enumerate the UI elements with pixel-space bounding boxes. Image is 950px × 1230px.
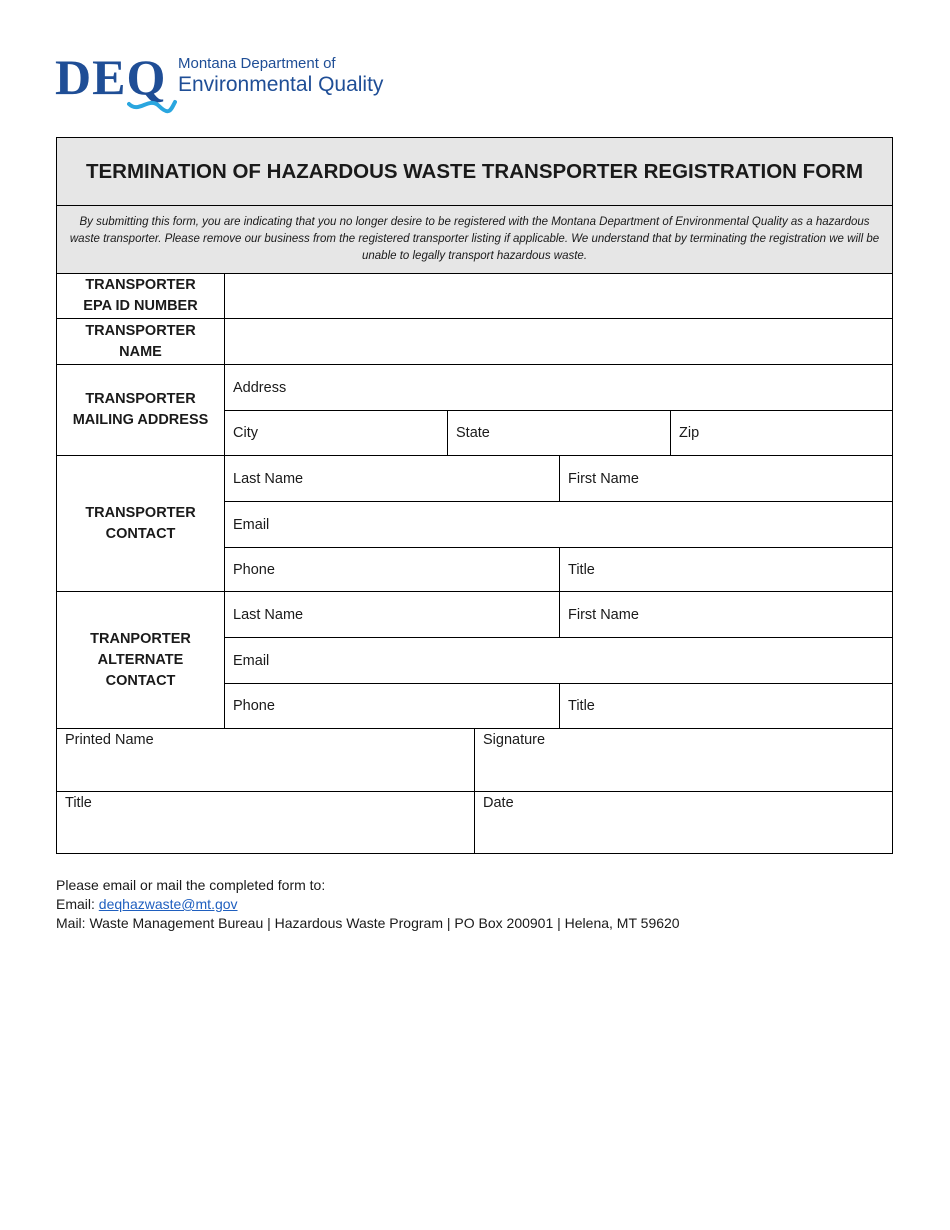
- logo-agency: Environmental Quality: [178, 73, 384, 96]
- alternate-first-name-field[interactable]: First Name: [568, 606, 639, 623]
- signoff-title-field[interactable]: Title: [57, 792, 475, 853]
- alternate-contact-label: TRANPORTER ALTERNATE CONTACT: [57, 592, 225, 728]
- alternate-last-name-field[interactable]: Last Name: [233, 606, 304, 623]
- city-field[interactable]: City: [233, 425, 258, 441]
- name-field[interactable]: [225, 319, 892, 364]
- contact-row: [57, 456, 892, 592]
- contact-first-name-field[interactable]: First Name: [568, 470, 639, 487]
- epa-id-label: TRANSPORTER EPA ID NUMBER: [57, 274, 225, 318]
- alternate-contact-row: [57, 592, 892, 729]
- footer: [56, 876, 680, 933]
- logo-department: Montana Department of: [178, 55, 336, 72]
- email-link[interactable]: deqhazwaste@mt.gov: [98, 896, 238, 912]
- footer-intro: Please email or mail the completed form to:: [56, 877, 326, 893]
- epa-id-field[interactable]: [225, 274, 892, 318]
- state-field[interactable]: State: [456, 425, 490, 441]
- footer-email-line: [56, 895, 680, 914]
- date-field[interactable]: Date: [483, 795, 514, 811]
- name-row: [57, 319, 892, 365]
- footer-email-label: Email:: [56, 896, 99, 912]
- alternate-phone-field[interactable]: Phone: [233, 698, 275, 714]
- contact-email-field[interactable]: Email: [233, 516, 270, 533]
- address-field[interactable]: Address: [233, 379, 287, 396]
- signoff-row-2: [57, 792, 892, 854]
- contact-title-field[interactable]: Title: [568, 561, 595, 578]
- deq-logo: [55, 49, 425, 122]
- zip-field[interactable]: Zip: [679, 425, 700, 441]
- form-title: TERMINATION OF HAZARDOUS WASTE TRANSPORTER REGISTRATION FORM: [57, 138, 892, 206]
- signature-field[interactable]: Signature: [483, 732, 546, 748]
- wave-icon: [127, 96, 177, 118]
- printed-name-field[interactable]: Printed Name: [57, 729, 475, 791]
- contact-phone-field[interactable]: Phone: [233, 561, 275, 578]
- contact-last-name-field[interactable]: Last Name: [233, 470, 304, 487]
- alternate-title-field[interactable]: Title: [568, 698, 595, 714]
- epa-id-row: [57, 274, 892, 319]
- mailing-label: TRANSPORTER MAILING ADDRESS: [57, 365, 225, 455]
- signoff-row-1: [57, 729, 892, 792]
- logo-letters: DEQ: [55, 49, 167, 105]
- mailing-row: [57, 365, 892, 456]
- alternate-email-field[interactable]: Email: [233, 652, 270, 669]
- form-table: [56, 137, 893, 854]
- contact-label: TRANSPORTER CONTACT: [57, 456, 225, 591]
- footer-mail: Mail: Waste Management Bureau | Hazardous Waste Program | PO Box 200901 | Helena, MT 59620: [56, 915, 680, 931]
- name-label: TRANSPORTER NAME: [57, 319, 225, 364]
- form-intro: By submitting this form, you are indicating that you no longer desire to be registered with the Montana Department of Environmental Quality as a hazardous waste transporter. Please remove our business from the registered transporter listing if applicable. We understand that by terminating the registration we will be unable to legally transport hazardous waste.: [57, 206, 892, 274]
